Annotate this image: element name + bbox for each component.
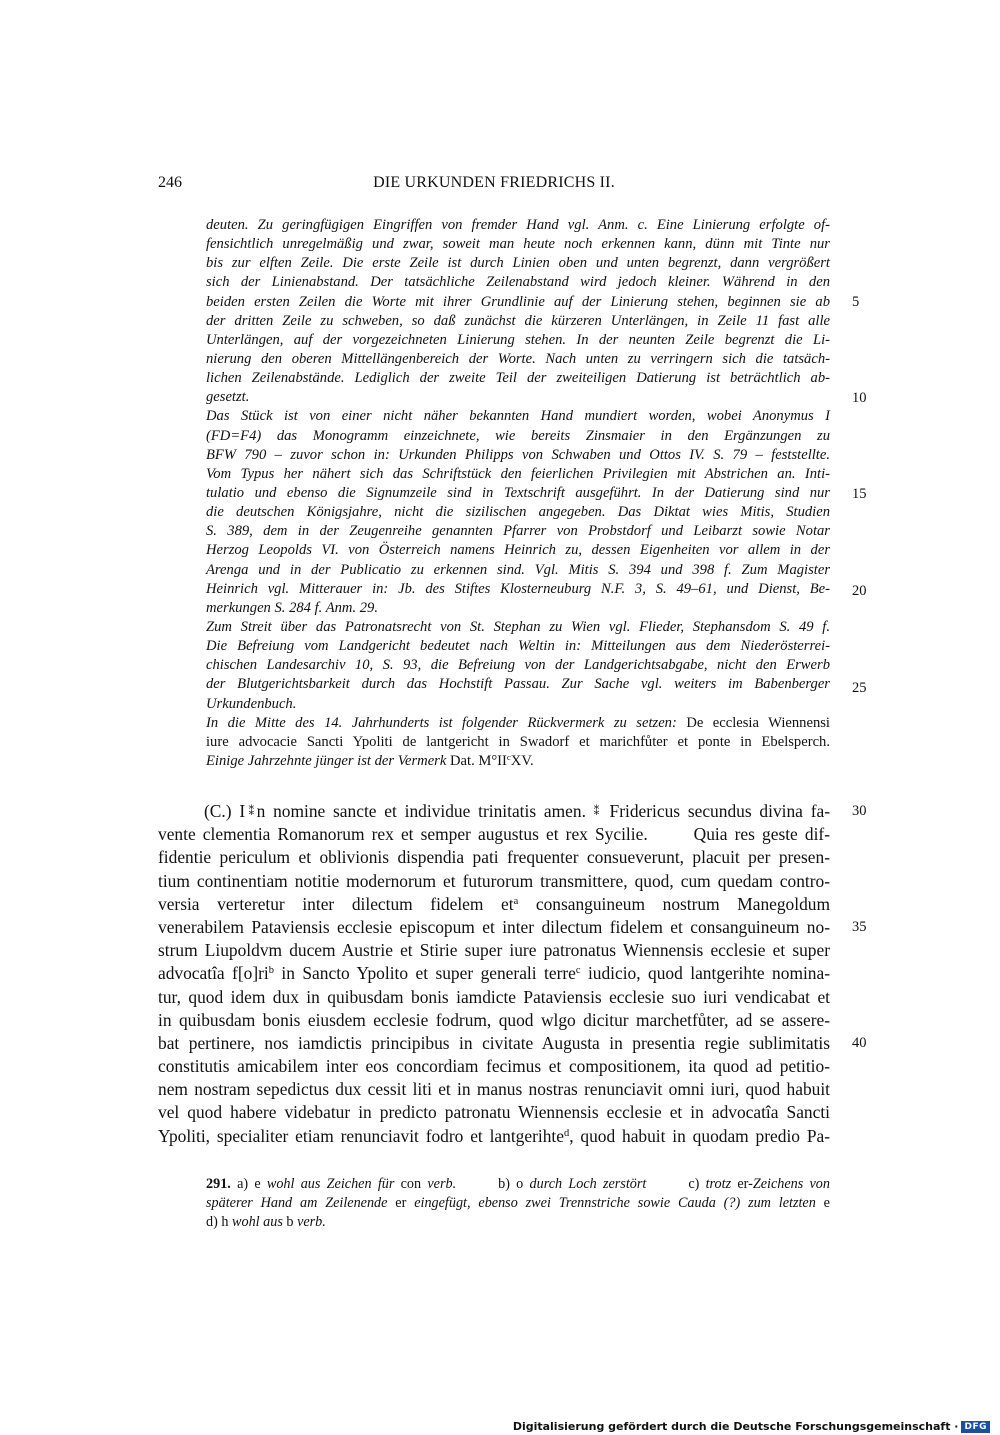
sigil-icon: ⁑ — [245, 806, 257, 818]
charter-line: vente clementia Romanorum rex et semper augustus et rex Sycilie. Quia res geste dif- — [158, 824, 831, 845]
charter-line: in quibusdam bonis eiusdem ecclesie fodrum, quod wlgo dicitur marchetfůter, ad se assere- — [158, 1009, 830, 1030]
charter-line: nem nostram sepedictus dux cessit liti et in manus nostras renunciavit omni iuri, quod habuit — [158, 1079, 830, 1100]
commentary-line: tulatio und ebenso die Signumzeile sind in Textschrift ausgeführt. In der Datierung sind nur — [206, 484, 830, 501]
charter-line: Ypoliti, specialiter etiam renunciavit fodro et lantgerihte$^d$, quod habuit in quodam predio Pa- — [158, 1125, 830, 1146]
commentary-line: beiden ersten Zeilen die Worte mit ihrer Grundlinie auf der Linierung stehen, beginnen sie ab — [206, 293, 830, 310]
commentary-line: Heinrich vgl. Mitterauer in: Jb. des Stiftes Klosterneuburg N.F. 3, S. 49–61, und Dienst, Be- — [206, 580, 830, 597]
line-number: 30 — [852, 803, 867, 819]
commentary-line: BFW 790 – zuvor schon in: Urkunden Philipps von Schwaben und Ottos IV. S. 79 – feststellte. — [206, 446, 830, 463]
commentary-line: gesetzt. — [206, 389, 250, 406]
commentary-line: nierung den oberen Mittellängenbereich der Worte. Nach unten zu verringern sich die tatsäch- — [206, 350, 830, 367]
charter-line: vel quod habere videbatur in predicto patronatu Wiennensis ecclesie et in advocatîa Sancti — [158, 1102, 830, 1123]
footnote-line: d) h wohl aus b verb. — [206, 1214, 326, 1230]
commentary-line: (FD=F4) das Monogramm einzeichnete, wie bereits Zinsmaier in den Ergänzungen zu — [206, 427, 830, 444]
commentary-line: fensichtlich unregelmäßig und zwar, soweit man heute noch erkennen kann, dünn mit Tinte nur — [206, 236, 830, 253]
funding-text: Digitalisierung gefördert durch die Deutsche Forschungsgemeinschaft · — [512, 1420, 959, 1433]
line-number: 25 — [852, 680, 867, 696]
commentary-line: Die Befreiung vom Landgericht bedeutet nach Weltin in: Mitteilungen aus dem Niederösterrei- — [206, 638, 830, 655]
charter-line: (C.) I⁑n nomine sancte et individue trinitatis amen. ⁑ Fridericus secundus divina fa- — [204, 801, 830, 821]
commentary-line: Vom Typus her nähert sich das Schriftstück den feierlichen Privilegien mit Abstrichen an. Inti- — [206, 465, 830, 482]
commentary-block — [206, 216, 830, 771]
dorsal-text: De ecclesia Wiennensi — [686, 714, 830, 731]
commentary-line: chischen Landesarchiv 10, S. 93, die Befreiung von der Landgerichtsabgabe, nicht den Erwerb — [206, 657, 830, 674]
commentary-line: Urkundenbuch. — [206, 695, 297, 712]
commentary-line: deuten. Zu geringfügigen Eingriffen von fremder Hand vgl. Anm. c. Eine Linierung erfolgte of- — [206, 217, 830, 233]
footnote-line: 291. a) e wohl aus Zeichen für con verb. b) o durch Loch zerstört c) trotz er-Zeichens von — [206, 1176, 830, 1192]
commentary-line: Arenga und in der Publicatio zu erkennen sind. Vgl. Mitis S. 394 und 398 f. Zum Magister — [206, 561, 830, 578]
charter-line: constitutis amicabilem inter eos concordiam fecimus et compositionem, ita quod ad petitio- — [158, 1056, 830, 1077]
charter-line: fidentie periculum et oblivionis dispendia pati frequenter consueverunt, placuit per presen- — [158, 847, 830, 868]
line-number: 15 — [852, 486, 867, 502]
later-note-line — [206, 752, 830, 771]
line-number: 20 — [852, 583, 867, 599]
commentary-line: der dritten Zeile zu schweben, so daß zunächst die kürzeren Unterlängen, in Zeile 11 fast alle — [206, 312, 830, 329]
page-number: 246 — [158, 174, 182, 191]
commentary-line: merkungen S. 284 f. Anm. 29. — [206, 599, 378, 616]
dorsal-note-line — [206, 714, 830, 733]
line-number: 5 — [852, 294, 860, 310]
charter-line: bat pertinere, nos iamdictis principibus in civitate Augusta in presentia regie sublimitatis — [158, 1032, 830, 1053]
funding-notice — [513, 1420, 990, 1433]
commentary-line: S. 389, dem in der Zeugenreihe genannten Pfarrer von Probstdorf und Leibarzt sowie Notar — [206, 523, 830, 540]
sigil-icon: ⁑ — [593, 806, 602, 818]
commentary-line: lichen Zeilenabstände. Lediglich der zweite Teil der zweiteiligen Datierung ist beträchtlich ab- — [206, 370, 830, 387]
page-header — [158, 174, 830, 198]
commentary-line: Herzog Leopolds VI. von Österreich namens Heinrich zu, dessen Eigenheiten vor allem in der — [206, 542, 830, 559]
commentary-line: sich der Linienabstand. Der tatsächliche Zeilenabstand wird jedoch kleiner. Während in den — [206, 274, 830, 291]
line-number: 10 — [852, 390, 867, 406]
later-intro: Einige Jahrzehnte jünger ist der Vermerk — [206, 752, 447, 769]
charter-line: strum Liupoldvm ducem Austrie et Stirie super iure patronatus Wiennensis ecclesie et super — [158, 940, 830, 961]
commentary-line: Unterlängen, auf der vorgezeichneten Linierung stehen. In der neunten Zeile begrenzt die Li- — [206, 331, 830, 348]
footnotes — [206, 1175, 830, 1232]
charter-line: versia verteretur inter dilectum fidelem $et^a$ consanguineum nostrum Manegoldum — [158, 893, 831, 914]
line-number: 35 — [852, 919, 867, 935]
commentary-line: Das Stück ist von einer nicht näher bekannten Hand mundiert worden, wobei Anonymus I — [206, 408, 830, 425]
dorsal-note-line: iure advocacie Sancti Ypoliti de lantgericht in Swadorf et marichfůter et ponte in Ebelsperch. — [206, 733, 830, 750]
charter-line: venerabilem Pataviensis ecclesie episcopum et inter dilectum fidelem et consanguineum no- — [158, 916, 830, 937]
dfg-logo: DFG — [961, 1421, 990, 1433]
charter-text — [158, 800, 830, 1148]
document-number: 291. — [206, 1176, 231, 1192]
commentary-line: der Blutgerichtsbarkeit durch das Hochstift Passau. Zur Sache vgl. weiters im Babenberger — [206, 676, 830, 693]
charter-line: advocatîa $f[o]ri^b$ in Sancto Ypolito et super generali terre$^c$ iudicio, quod lantgerihte nomina- — [158, 963, 831, 984]
line-number: 40 — [852, 1035, 867, 1051]
dorsal-intro: In die Mitte des 14. Jahrhunderts ist folgender Rückvermerk zu setzen: — [206, 714, 677, 731]
commentary-line: Zum Streit über das Patronatsrecht von St. Stephan zu Wien vgl. Flieder, Stephansdom S. 49 f. — [206, 618, 830, 635]
commentary-line: die deutschen Königsjahre, nicht die sizilischen angegeben. Das Diktat wies Mitis, Studien — [206, 504, 830, 521]
running-title: DIE URKUNDEN FRIEDRICHS II. — [373, 174, 615, 191]
commentary-line: bis zur elften Zeile. Die erste Zeile ist durch Linien oben und unten begrenzt, dann vergrößert — [206, 255, 830, 272]
later-text: Dat. $M^\circ II^cXV$. — [450, 751, 534, 769]
charter-line: tur, quod idem dux in quibusdam bonis iamdicte Pataviensis ecclesie suo iuri vendicabat et — [158, 986, 830, 1007]
charter-line: tium continentiam notitie modernorum et futurorum transmittere, quod, cum quedam contro- — [158, 870, 830, 891]
footnote-line: späterer Hand am Zeilenende er eingefügt, ebenso zwei Trennstriche sowie Cauda (?) zum letzten e — [206, 1195, 830, 1211]
